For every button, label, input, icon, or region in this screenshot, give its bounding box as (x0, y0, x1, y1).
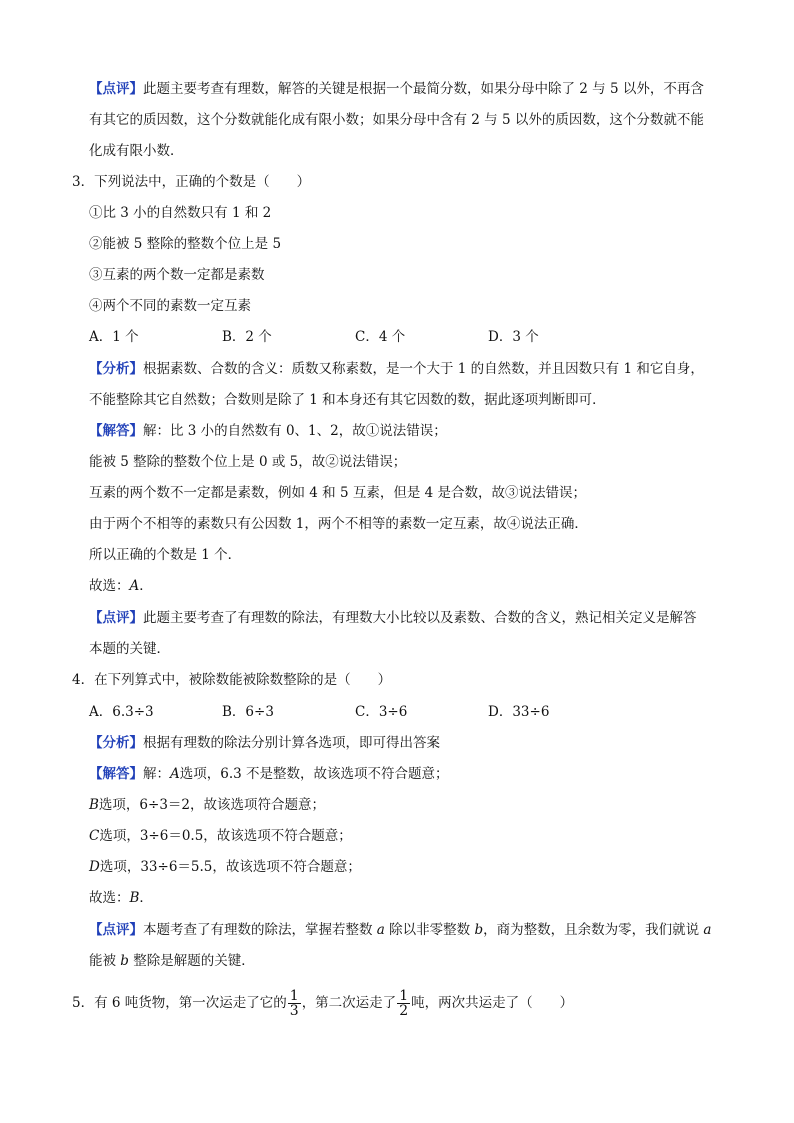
q3-statement-4: ④两个不同的素数一定互素 (89, 298, 251, 314)
question-4-stem: 4．在下列算式中，被除数能被除数整除的是（ ） (72, 672, 392, 688)
q4-answer-line-1 (89, 764, 449, 784)
answer-text: 选项，3÷6＝0.5，故该选项不符合题意； (99, 828, 352, 844)
q3-choice (89, 576, 153, 596)
stem-text: 5．有 6 吨货物，第一次运走了它的 (72, 995, 287, 1011)
choice-prefix: 故选： (89, 890, 130, 906)
q4-option-a: A．6.3÷3 (89, 704, 154, 720)
q3-statement-2: ②能被 5 整除的整数个位上是 5 (89, 236, 282, 252)
choice-end: ． (139, 578, 153, 594)
option-letter: C (89, 828, 100, 844)
q4-option-b: B．6÷3 (222, 704, 274, 720)
q3-options (89, 327, 621, 347)
comment-text: 本题考查了有理数的除法，掌握若整数 (143, 922, 377, 938)
stem-text: ，第二次运走了 (301, 995, 397, 1011)
fraction-one-third (288, 989, 301, 1018)
analysis-tag: 【分析】 (89, 735, 143, 751)
analysis-text: 根据素数、合数的含义：质数又称素数，是一个大于 1 的自然数，并且因数只有 1 和它自身， (143, 361, 704, 377)
variable-a: a (376, 922, 385, 938)
q3-option-a: A．1 个 (89, 329, 139, 345)
q4-choice (89, 888, 153, 908)
q3-answer-line-1 (89, 421, 447, 441)
q3-comment-line-2: 本题的关键． (89, 641, 170, 657)
q3-answer-line-2: 能被 5 整除的整数个位上是 0 或 5，故②说法错误； (89, 454, 407, 470)
fraction-one-half (397, 989, 410, 1018)
comment-tag: 【点评】 (89, 610, 143, 626)
q3-analysis-line-2: 不能整除其它自然数；合数则是除了 1 和本身还有其它因数的数，据此逐项判断即可． (89, 392, 606, 408)
variable-a: a (703, 922, 712, 938)
fraction-numerator: 1 (399, 988, 409, 1004)
comment-text: ，商为整数，且余数为零，我们就说 (483, 922, 704, 938)
variable-b: b (120, 953, 129, 969)
analysis-text: 根据有理数的除法分别计算各选项，即可得出答案 (143, 735, 440, 751)
q3-answer-line-3: 互素的两个数不一定都是素数，例如 4 和 5 互素，但是 4 是合数，故③说法错误； (89, 485, 587, 501)
answer-tag: 【解答】 (89, 766, 143, 782)
q4-answer-line-4 (89, 857, 361, 877)
variable-b: b (474, 922, 484, 938)
q3-option-d: D．3 个 (488, 329, 539, 345)
q4-option-c: C．3÷6 (355, 704, 408, 720)
choice-letter: A (129, 578, 140, 594)
question-5-stem (72, 985, 573, 1021)
q4-answer-line-2 (89, 795, 325, 815)
option-letter: A (170, 766, 180, 782)
q3-analysis-line-1 (89, 359, 704, 379)
prev-comment-line-2: 有其它的质因数，这个分数就能化成有限小数；如果分母中含有 2 与 5 以外的质因数，这个分数就不能 (89, 112, 704, 128)
comment-text: 此题主要考查了有理数的除法，有理数大小比较以及素数、合数的含义，熟记相关定义是解答 (143, 610, 697, 626)
comment-text: 除以非零整数 (384, 922, 475, 938)
comment-text: 整除是解题的关键． (128, 953, 255, 969)
choice-letter: B (129, 890, 140, 906)
q3-answer-line-4: 由于两个不相等的素数只有公因数 1，两个不相等的素数一定互素，故④说法正确． (89, 516, 588, 532)
answer-text: 解：比 3 小的自然数有 0、1、2，故①说法错误； (143, 423, 447, 439)
question-3-stem: 3．下列说法中，正确的个数是（ ） (72, 174, 311, 190)
choice-end: ． (139, 890, 153, 906)
q3-option-b: B．2 个 (222, 329, 272, 345)
q3-statement-1: ①比 3 小的自然数只有 1 和 2 (89, 205, 272, 221)
fraction-denominator: 2 (399, 1003, 409, 1019)
option-letter: B (89, 797, 99, 813)
analysis-tag: 【分析】 (89, 361, 143, 377)
answer-text: 选项，6.3 不是整数，故该选项不符合题意； (179, 766, 449, 782)
q3-option-c: C．4 个 (355, 329, 406, 345)
answer-text: 选项，33÷6＝5.5，故该选项不符合题意； (99, 859, 361, 875)
q4-options (89, 702, 621, 722)
comment-tag: 【点评】 (89, 922, 143, 938)
fraction-denominator: 3 (289, 1003, 299, 1019)
answer-prefix: 解： (143, 766, 170, 782)
comment-text: 此题主要考查有理数，解答的关键是根据一个最简分数，如果分母中除了 2 与 5 以外，不再含 (143, 81, 704, 97)
answer-text: 选项，6÷3＝2，故该选项符合题意； (98, 797, 326, 813)
q4-comment-line-1 (89, 920, 711, 940)
q3-comment-line-1 (89, 608, 697, 628)
prev-comment-line-3: 化成有限小数． (89, 143, 184, 159)
q4-option-d: D．33÷6 (488, 704, 550, 720)
q4-answer-line-3 (89, 826, 352, 846)
prev-comment-line-1 (89, 79, 704, 99)
q3-statement-3: ③互素的两个数一定都是素数 (89, 267, 265, 283)
stem-text: 吨，两次共运走了（ ） (411, 995, 574, 1011)
comment-tag: 【点评】 (89, 81, 143, 97)
comment-text: 能被 (89, 953, 121, 969)
q4-analysis-line-1 (89, 733, 440, 753)
q4-comment-line-2 (89, 951, 255, 971)
answer-tag: 【解答】 (89, 423, 143, 439)
fraction-numerator: 1 (289, 988, 299, 1004)
option-letter: D (89, 859, 100, 875)
choice-prefix: 故选： (89, 578, 130, 594)
q3-answer-line-5: 所以正确的个数是 1 个． (89, 547, 242, 563)
